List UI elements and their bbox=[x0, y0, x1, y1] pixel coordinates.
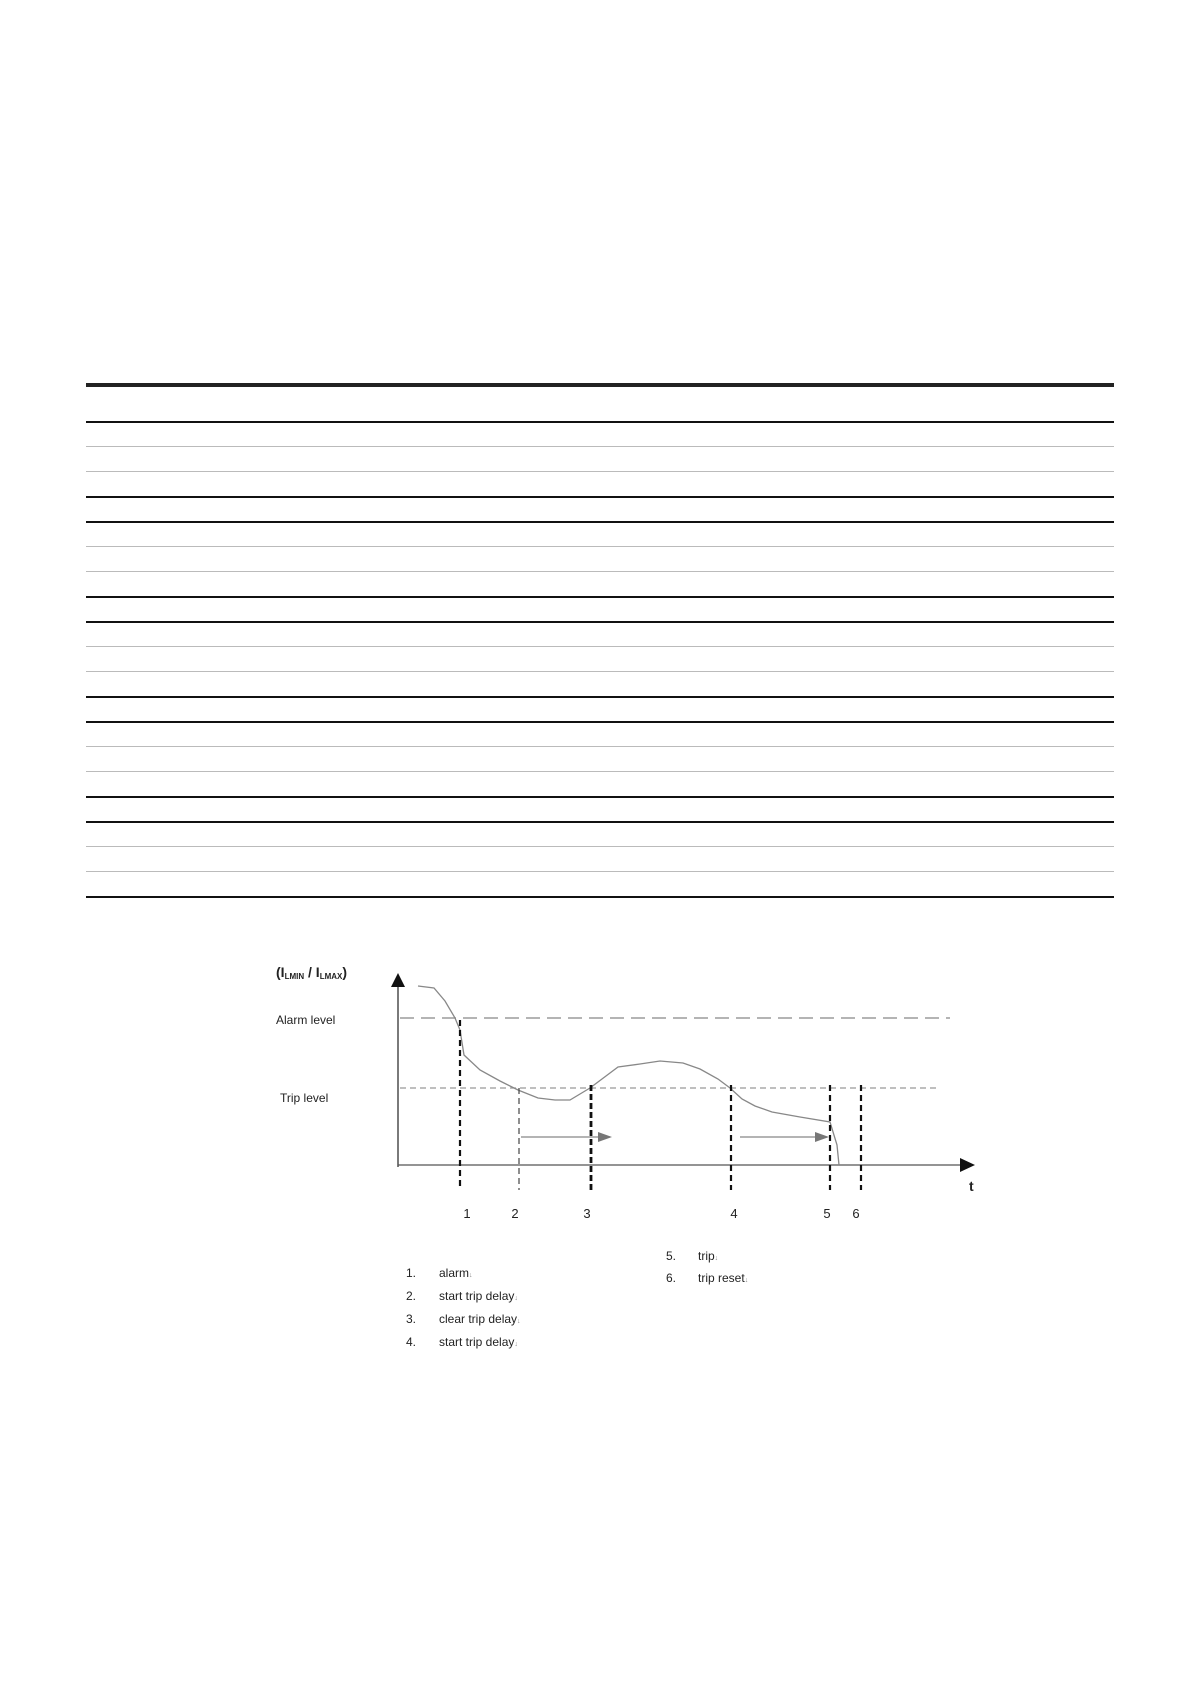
marker-label-4: 4 bbox=[730, 1206, 738, 1221]
legend-number: 1. bbox=[406, 1266, 417, 1280]
legend-right bbox=[666, 1249, 748, 1285]
legend-text: alarm↓ bbox=[439, 1266, 473, 1280]
x-axis-label: t bbox=[969, 1178, 974, 1194]
marker-label-6: 6 bbox=[852, 1206, 860, 1221]
legend-number: 4. bbox=[406, 1335, 417, 1349]
trip-level-label: Trip level bbox=[280, 1091, 329, 1105]
y-axis-label: (ILMIN / ILMAX) bbox=[276, 964, 348, 981]
marker-label-2: 2 bbox=[511, 1206, 519, 1221]
legend-text: start trip delay↓ bbox=[439, 1289, 518, 1303]
legend-text: trip reset↓ bbox=[698, 1271, 749, 1285]
legend-number: 2. bbox=[406, 1289, 417, 1303]
marker-label-1: 1 bbox=[463, 1206, 471, 1221]
legend-left bbox=[406, 1266, 521, 1349]
marker-label-3: 3 bbox=[583, 1206, 591, 1221]
x-axis-arrow-icon bbox=[960, 1158, 975, 1172]
legend-text: trip↓ bbox=[698, 1249, 719, 1263]
legend-number: 6. bbox=[666, 1271, 677, 1285]
legend-number: 5. bbox=[666, 1249, 677, 1263]
legend-text: start trip delay↓ bbox=[439, 1335, 518, 1349]
signal-curve bbox=[418, 986, 839, 1165]
alarm-level-label: Alarm level bbox=[276, 1013, 336, 1027]
y-axis-arrow-icon bbox=[391, 973, 405, 987]
legend-number: 3. bbox=[406, 1312, 417, 1326]
legend-text: clear trip delay↓ bbox=[439, 1312, 521, 1326]
marker-label-5: 5 bbox=[823, 1206, 831, 1221]
